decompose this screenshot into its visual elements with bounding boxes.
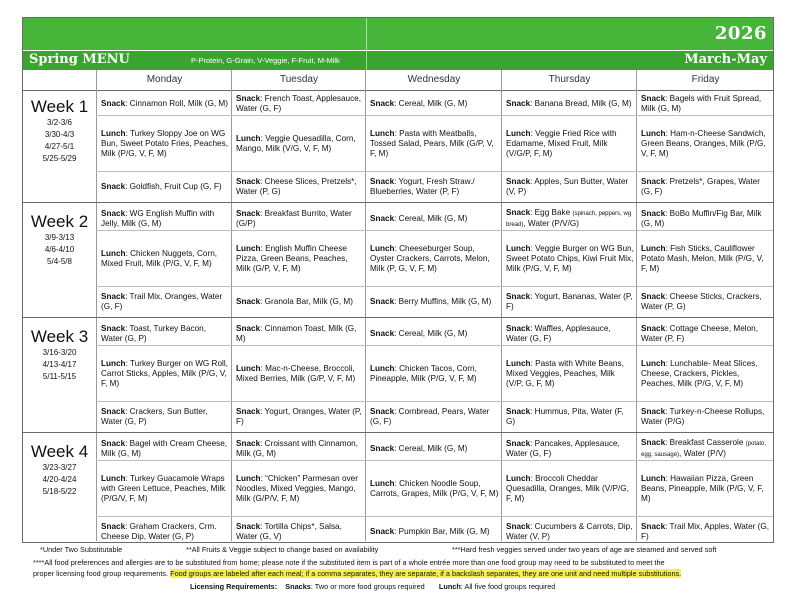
meal-label: Lunch — [506, 243, 531, 253]
meal-items: : Cheeseburger Soup, Oyster Crackers, Carrots, Melon, Milk (P, G, V, F, M) — [370, 243, 490, 273]
meal-label: Snack — [370, 443, 395, 453]
meal-items: : BoBo Muffin/Fig Bar, Milk (G, M) — [641, 208, 762, 228]
meal-description — [236, 297, 353, 307]
meal-label: Snack — [506, 207, 531, 217]
meal-description — [641, 244, 771, 274]
meal-items: : Breakfast Casserole — [665, 437, 746, 447]
meal-food-groups: , Water (P/V) — [679, 448, 727, 458]
meal-description — [236, 407, 363, 427]
meal-label: Snack — [236, 93, 261, 103]
meal-items: : Veggie Burger on WG Bun, Sweet Potato Chips, Kiwi Fruit Mix, Milk (P/G, V, F, M) — [506, 243, 634, 273]
meal-label: Snack — [101, 522, 126, 531]
meal-items: : Crackers, Sun Butter, Water (G, P) — [101, 407, 208, 426]
meal-label: Lunch — [370, 478, 395, 488]
meal-items: : Cinnamon Roll, Milk (G, M) — [125, 98, 228, 108]
meal-description — [506, 359, 634, 389]
meal-label: Snack — [506, 438, 531, 448]
day-tuesday: Tuesday — [231, 70, 366, 90]
meal-items: : Granola Bar, Milk (G, M) — [260, 297, 353, 306]
meal-items: : Tortilla Chips*, Salsa, Water (G, V) — [236, 522, 342, 541]
meal-description — [101, 249, 229, 269]
meal-items: : Turkey Burger on WG Roll, Carrot Sticks, Apples, Milk (P/G, V, F, M) — [101, 358, 228, 388]
footnote-under-two: *Under Two Substitutable — [40, 545, 123, 554]
week-date-range: 4/6-4/10 — [44, 245, 75, 254]
meal-items: : Turkey-n-Cheese Rollups, Water (P/G) — [641, 407, 765, 426]
meal-items: : Mac-n-Cheese, Broccoli, Mixed Berries, Milk (G/P, V, F, M) — [236, 363, 356, 383]
week-date-range: 5/25-5/29 — [42, 154, 77, 163]
meal-items: : WG English Muffin with Jelly, Milk (G, M) — [101, 208, 215, 228]
meal-description — [101, 324, 229, 344]
meal-label: Snack — [370, 213, 395, 223]
menu-cell-morning-snack-wednesday — [366, 322, 501, 345]
meal-items: : Yogurt, Oranges, Water (P, F) — [236, 407, 362, 426]
week-date-range: 4/13-4/17 — [42, 360, 77, 369]
meal-description — [506, 99, 632, 109]
week-name: Week 4 — [30, 442, 89, 461]
menu-cell-morning-snack-monday — [97, 92, 231, 115]
meal-label: Snack — [506, 292, 531, 301]
meal-items: : Trail Mix, Oranges, Water (G, F) — [101, 292, 223, 311]
menu-cell-afternoon-snack-friday — [637, 402, 773, 432]
menu-cell-morning-snack-wednesday — [366, 437, 501, 460]
day-monday: Monday — [96, 70, 232, 90]
week-name: Week 1 — [30, 97, 89, 116]
meal-label: Snack — [506, 323, 531, 333]
meal-items: : Pumpkin Bar, Milk (G, M) — [394, 527, 490, 536]
meal-description — [506, 522, 634, 542]
meal-description — [641, 177, 771, 197]
day-thursday: Thursday — [501, 70, 637, 90]
meal-items: : Yogurt, Bananas, Water (P, F) — [506, 292, 633, 311]
meal-description — [101, 522, 229, 542]
licensing-snack-text: : Two or more food groups required — [310, 582, 425, 591]
meal-label: Snack — [506, 177, 531, 186]
meal-items: : Bagels with Fruit Spread, Milk (G, M) — [641, 93, 762, 113]
menu-cell-lunch-thursday — [502, 461, 636, 516]
meal-description — [641, 94, 771, 114]
menu-cell-lunch-wednesday — [366, 346, 501, 401]
menu-cell-lunch-tuesday — [232, 231, 365, 286]
week-separator — [23, 202, 773, 203]
meal-items: : Cereal, Milk (G, M) — [394, 213, 468, 223]
food-group-legend: P-Protein, G-Grain, V-Veggie, F-Fruit, M-Milk — [191, 56, 340, 65]
meal-label: Lunch — [236, 133, 261, 143]
meal-label: Snack — [370, 527, 395, 536]
meal-description — [370, 364, 499, 384]
week-date-range: 5/4-5/8 — [47, 257, 72, 266]
menu-year: 2026 — [714, 23, 767, 44]
meal-label: Snack — [641, 292, 666, 301]
meal-description — [101, 209, 229, 229]
meal-description — [236, 94, 363, 114]
meal-label: Lunch — [101, 248, 126, 258]
meal-items: : Cheese Sticks, Crackers, Water (P, G) — [641, 292, 762, 311]
meal-label: Lunch — [641, 473, 666, 483]
header-title-band — [23, 51, 773, 70]
meal-items: : Turkey Guacamole Wraps with Green Lettuce, Peaches, Milk (P/G/V, F, M) — [101, 473, 226, 503]
meal-label: Snack — [236, 407, 261, 416]
licensing-requirements — [190, 582, 555, 591]
menu-season: March-May — [684, 52, 767, 67]
menu-cell-lunch-wednesday — [366, 231, 501, 286]
meal-description — [506, 129, 634, 159]
meal-description — [370, 329, 467, 339]
meal-label: Snack — [370, 297, 395, 306]
meal-items: : Bagel with Cream Cheese, Milk (G, M) — [101, 438, 228, 458]
meal-description — [236, 134, 363, 154]
meal-items: : Banana Bread, Milk (G, M) — [530, 98, 632, 108]
meal-items: : Pasta with Meatballs, Tossed Salad, Pears, Milk (G/P, V, F, M) — [370, 128, 494, 158]
menu-cell-lunch-friday — [637, 116, 773, 171]
meal-items: : Hawaiian Pizza, Green Beans, Pineapple, Milk (P/G, V, F, M) — [641, 473, 764, 503]
meal-label: Lunch — [641, 128, 666, 138]
week-date-range: 5/11-5/15 — [42, 372, 77, 381]
meal-label: Snack — [506, 522, 531, 531]
menu-cell-morning-snack-tuesday — [232, 322, 365, 345]
menu-cell-morning-snack-thursday — [502, 437, 636, 460]
meal-description — [641, 407, 771, 427]
meal-items: : Cinnamon Toast, Milk (G, M) — [236, 323, 357, 343]
meal-label: Snack — [641, 93, 666, 103]
meal-label: Lunch — [370, 243, 395, 253]
footnote-substitutions: ****All food preferences and allergies are to be substituted from home; please note if the substituted item is part of a whole entrée more than one food group may need to be substituted to meet the — [33, 558, 665, 567]
meal-label: Snack — [236, 208, 261, 218]
meal-items: : Chicken Tacos, Corn, Pineapple, Milk (P/G, V, F, M) — [370, 363, 477, 383]
menu-cell-afternoon-snack-wednesday — [366, 402, 501, 432]
menu-cell-afternoon-snack-thursday — [502, 517, 636, 547]
meal-label: Lunch — [506, 473, 531, 483]
menu-cell-morning-snack-friday — [637, 207, 773, 230]
meal-label: Snack — [236, 323, 261, 333]
meal-description — [370, 407, 499, 427]
meal-items: : Ham-n-Cheese Sandwich, Green Beans, Oranges, Milk (P/G, V, F, M) — [641, 128, 766, 158]
week-date-range: 3/9-3/13 — [44, 233, 75, 242]
meal-description — [506, 407, 634, 427]
week-date-range: 3/23-3/27 — [42, 463, 77, 472]
week-date-range: 3/2-3/6 — [47, 118, 72, 127]
footnote-food-groups-plain: proper licensing food group requirements. — [33, 569, 171, 578]
meal-label: Lunch — [101, 473, 126, 483]
meal-description — [641, 438, 771, 460]
meal-description — [236, 209, 363, 229]
meal-items: : Pretzels*, Grapes, Water (G, F) — [641, 177, 760, 196]
meal-label: Lunch — [506, 358, 531, 368]
meal-items: : Toast, Turkey Bacon, Water (G, P) — [101, 323, 206, 343]
week-date-range: 3/16-3/20 — [42, 348, 77, 357]
meal-items: : “Chicken” Parmesan over Noodles, Mixed Veggies, Mango, Milk (G/P/V, F, M) — [236, 473, 358, 503]
meal-description — [641, 324, 771, 344]
meal-items: : Cheese Slices, Pretzels*, Water (P, G) — [236, 177, 357, 196]
meal-label: Snack — [641, 522, 666, 531]
meal-label: Snack — [641, 323, 666, 333]
menu-cell-morning-snack-thursday — [502, 322, 636, 345]
week-label-block — [23, 206, 96, 317]
meal-label: Snack — [641, 177, 666, 186]
menu-cell-afternoon-snack-monday — [97, 287, 231, 317]
meal-label: Snack — [101, 98, 126, 108]
menu-cell-lunch-thursday — [502, 116, 636, 171]
menu-cell-morning-snack-thursday — [502, 92, 636, 115]
meal-items: : Hummus, Pita, Water (F, G) — [506, 407, 624, 426]
menu-cell-lunch-tuesday — [232, 116, 365, 171]
meal-items: : Pancakes, Applesauce, Water (G, F) — [506, 438, 620, 458]
meal-label: Snack — [370, 407, 395, 416]
meal-label: Snack — [101, 182, 126, 191]
meal-description — [236, 439, 363, 459]
meal-items: : Apples, Sun Butter, Water (V, P) — [506, 177, 629, 196]
meal-label: Snack — [370, 98, 395, 108]
meal-description — [506, 474, 634, 504]
footnote-availability: **All Fruits & Veggie subject to change based on availability — [186, 545, 379, 554]
meal-label: Snack — [101, 407, 126, 416]
meal-label: Snack — [236, 177, 261, 186]
meal-description — [506, 244, 634, 274]
meal-items: : Veggie Fried Rice with Edamame, Mixed Fruit, Milk (V/G/P, F, M) — [506, 128, 617, 158]
meal-label: Snack — [641, 407, 666, 416]
licensing-lunch-label: Lunch — [438, 582, 461, 591]
week-date-range: 3/30-4/3 — [44, 130, 75, 139]
menu-cell-lunch-monday — [97, 346, 231, 401]
menu-cell-afternoon-snack-monday — [97, 517, 231, 547]
meal-label: Lunch — [236, 363, 261, 373]
menu-cell-afternoon-snack-tuesday — [232, 517, 365, 547]
menu-cell-lunch-wednesday — [366, 116, 501, 171]
meal-description — [236, 364, 363, 384]
meal-label: Snack — [641, 437, 666, 447]
meal-items: : Graham Crackers, Crm. Cheese Dip, Water (G, P) — [101, 522, 217, 541]
menu-title: Spring MENU — [29, 52, 130, 67]
menu-cell-morning-snack-friday — [637, 437, 773, 460]
meal-description — [370, 129, 499, 159]
meal-description — [370, 214, 467, 224]
menu-cell-morning-snack-monday — [97, 322, 231, 345]
meal-items: : Chicken Noodle Soup, Carrots, Grapes, Milk (P/G, V, F, M) — [370, 478, 499, 498]
menu-cell-lunch-tuesday — [232, 461, 365, 516]
meal-items: : Fish Sticks, Cauliflower Potato Mash, Melon, Milk (P/G, V, F, M) — [641, 243, 764, 273]
week-name: Week 2 — [30, 212, 89, 231]
menu-cell-lunch-thursday — [502, 231, 636, 286]
meal-items: : Egg Bake — [530, 207, 573, 217]
week-label-block — [23, 436, 96, 547]
meal-description — [101, 407, 229, 427]
meal-label: Lunch — [236, 243, 261, 253]
meal-label: Snack — [506, 407, 531, 416]
menu-cell-lunch-tuesday — [232, 346, 365, 401]
header-divider — [366, 18, 367, 70]
meal-description — [506, 292, 634, 312]
meal-label: Snack — [101, 292, 126, 301]
meal-label: Lunch — [101, 128, 126, 138]
meal-description — [370, 99, 467, 109]
menu-cell-afternoon-snack-friday — [637, 517, 773, 547]
menu-cell-afternoon-snack-wednesday — [366, 287, 501, 317]
meal-description — [236, 244, 363, 274]
meal-food-groups: , Water (P/V/G) — [523, 218, 579, 228]
menu-cell-morning-snack-tuesday — [232, 207, 365, 230]
menu-cell-morning-snack-wednesday — [366, 207, 501, 230]
footnote-food-groups-highlight: Food groups are labeled after each meal; if a comma separates, they are separate, if a backslash separates, they are one unit and need multiple substitutions. — [170, 569, 682, 578]
meal-description — [101, 474, 229, 504]
meal-label: Lunch — [641, 358, 666, 368]
menu-cell-morning-snack-tuesday — [232, 437, 365, 460]
meal-items: : Cereal, Milk (G, M) — [394, 443, 468, 453]
meal-items: : Breakfast Burrito, Water (G/P) — [236, 208, 352, 228]
header-top-band — [23, 18, 773, 50]
menu-cell-lunch-thursday — [502, 346, 636, 401]
meal-items: : Cottage Cheese, Melon, Water (P, F) — [641, 323, 758, 343]
meal-label: Lunch — [370, 128, 395, 138]
meal-items: : Cornbread, Pears, Water (G, F) — [370, 407, 490, 426]
meal-description — [370, 479, 499, 499]
menu-cell-afternoon-snack-wednesday — [366, 172, 501, 202]
meal-description — [506, 324, 634, 344]
meal-items: : Broccoli Cheddar Quesadilla, Oranges, Milk (V/P/G, F, M) — [506, 473, 629, 503]
meal-description — [370, 297, 491, 307]
meal-description — [506, 208, 634, 230]
meal-label: Snack — [641, 208, 666, 218]
meal-description — [641, 522, 771, 542]
meal-items: : Lunchable- Meat Slices, Cheese, Crackers, Pickles, Peaches, Milk (P/G, V, F, M) — [641, 358, 758, 388]
meal-label: Snack — [236, 438, 261, 448]
meal-label: Snack — [101, 323, 126, 333]
meal-items: : Turkey Sloppy Joe on WG Bun, Sweet Potato Fries, Peaches, Milk (P/G, V, F, M) — [101, 128, 228, 158]
meal-items: : Goldfish, Fruit Cup (G, F) — [125, 182, 222, 191]
week-label-block — [23, 91, 96, 202]
day-wednesday: Wednesday — [365, 70, 502, 90]
menu-cell-afternoon-snack-monday — [97, 172, 231, 202]
menu-cell-lunch-friday — [637, 231, 773, 286]
menu-cell-lunch-monday — [97, 116, 231, 171]
meal-ingredients-note: (potato, egg, sausage) — [641, 440, 767, 458]
meal-label: Lunch — [641, 243, 666, 253]
meal-items: : Yogurt, Fresh Straw./ Blueberries, Water (P, F) — [370, 177, 475, 196]
menu-cell-morning-snack-wednesday — [366, 92, 501, 115]
menu-cell-afternoon-snack-tuesday — [232, 172, 365, 202]
meal-description — [370, 244, 499, 274]
menu-sheet — [22, 17, 774, 543]
week-date-range: 4/27-5/1 — [44, 142, 75, 151]
menu-cell-lunch-monday — [97, 461, 231, 516]
meal-label: Snack — [101, 208, 126, 218]
week-separator — [23, 317, 773, 318]
meal-items: : Waffles, Applesauce, Water (G, F) — [506, 323, 611, 343]
week-label-block — [23, 321, 96, 432]
meal-label: Snack — [370, 177, 395, 186]
menu-cell-afternoon-snack-tuesday — [232, 402, 365, 432]
menu-cell-morning-snack-friday — [637, 92, 773, 115]
menu-cell-morning-snack-thursday — [502, 207, 636, 230]
meal-label: Lunch — [370, 363, 395, 373]
meal-items: : Berry Muffins, Milk (G, M) — [394, 297, 492, 306]
menu-cell-lunch-friday — [637, 461, 773, 516]
menu-cell-afternoon-snack-monday — [97, 402, 231, 432]
meal-items: : English Muffin Cheese Pizza, Green Beans, Peaches, Milk (G/P, V, F, M) — [236, 243, 348, 273]
day-friday: Friday — [636, 70, 774, 90]
meal-description — [506, 439, 634, 459]
menu-cell-morning-snack-monday — [97, 437, 231, 460]
footnote-hard-veggies: ***Hard fresh veggies served under two years of age are steamed and served soft — [452, 545, 717, 554]
menu-cell-lunch-friday — [637, 346, 773, 401]
licensing-snack-label: Snacks — [285, 582, 311, 591]
meal-label: Snack — [506, 98, 531, 108]
meal-description — [506, 177, 634, 197]
meal-description — [101, 359, 229, 389]
meal-label: Lunch — [506, 128, 531, 138]
meal-label: Snack — [101, 438, 126, 448]
meal-description — [236, 324, 363, 344]
week-date-range: 5/18-5/22 — [42, 487, 77, 496]
menu-cell-afternoon-snack-tuesday — [232, 287, 365, 317]
menu-cell-afternoon-snack-friday — [637, 287, 773, 317]
meal-description — [101, 129, 229, 159]
meal-description — [236, 474, 363, 504]
meal-items: : French Toast, Applesauce, Water (G, F) — [236, 93, 362, 113]
meal-description — [641, 209, 771, 229]
meal-items: : Croissant with Cinnamon, Milk (G, M) — [236, 438, 358, 458]
meal-label: Lunch — [101, 358, 126, 368]
menu-cell-afternoon-snack-wednesday — [366, 517, 501, 547]
menu-cell-lunch-monday — [97, 231, 231, 286]
menu-cell-afternoon-snack-thursday — [502, 287, 636, 317]
meal-description — [101, 292, 229, 312]
week-separator — [23, 432, 773, 433]
meal-label: Snack — [236, 522, 261, 531]
meal-description — [370, 527, 490, 537]
meal-label: Snack — [370, 328, 395, 338]
menu-cell-afternoon-snack-thursday — [502, 172, 636, 202]
meal-label: Snack — [236, 297, 261, 306]
week-date-range: 4/20-4/24 — [42, 475, 77, 484]
week-name: Week 3 — [30, 327, 89, 346]
menu-cell-morning-snack-friday — [637, 322, 773, 345]
meal-items: : Chicken Nuggets, Corn, Mixed Fruit, Milk (P/G, V, F, M) — [101, 248, 218, 268]
licensing-label: Licensing Requirements: — [190, 582, 278, 591]
meal-items: : Cereal, Milk (G, M) — [394, 328, 468, 338]
meal-description — [101, 182, 222, 192]
menu-cell-lunch-wednesday — [366, 461, 501, 516]
menu-cell-afternoon-snack-friday — [637, 172, 773, 202]
meal-description — [641, 359, 771, 389]
menu-cell-morning-snack-tuesday — [232, 92, 365, 115]
meal-description — [101, 99, 228, 109]
meal-label: Lunch — [236, 473, 261, 483]
meal-items: : Veggie Quesadilla, Corn, Mango, Milk (V/G, V, F, M) — [236, 133, 356, 153]
meal-items: : Pasta with White Beans, Mixed Veggies, Peaches, Milk (V/P, G, F, M) — [506, 358, 624, 388]
meal-ingredients-note: (spinach, peppers, wg bread) — [506, 210, 632, 228]
licensing-lunch-text: : All five food groups required — [460, 582, 556, 591]
menu-cell-afternoon-snack-thursday — [502, 402, 636, 432]
meal-description — [641, 129, 771, 159]
meal-description — [370, 444, 467, 454]
meal-items: : Trail Mix, Apples, Water (G, F) — [641, 522, 770, 541]
meal-description — [236, 177, 363, 197]
meal-description — [641, 474, 771, 504]
meal-description — [101, 439, 229, 459]
meal-items: : Cereal, Milk (G, M) — [394, 98, 468, 108]
day-header-row — [23, 70, 773, 91]
footnote-food-groups — [33, 569, 681, 578]
meal-description — [236, 522, 363, 542]
meal-description — [370, 177, 499, 197]
meal-description — [641, 292, 771, 312]
menu-cell-morning-snack-monday — [97, 207, 231, 230]
meal-items: : Cucumbers & Carrots, Dip, Water (V, P) — [506, 522, 633, 541]
